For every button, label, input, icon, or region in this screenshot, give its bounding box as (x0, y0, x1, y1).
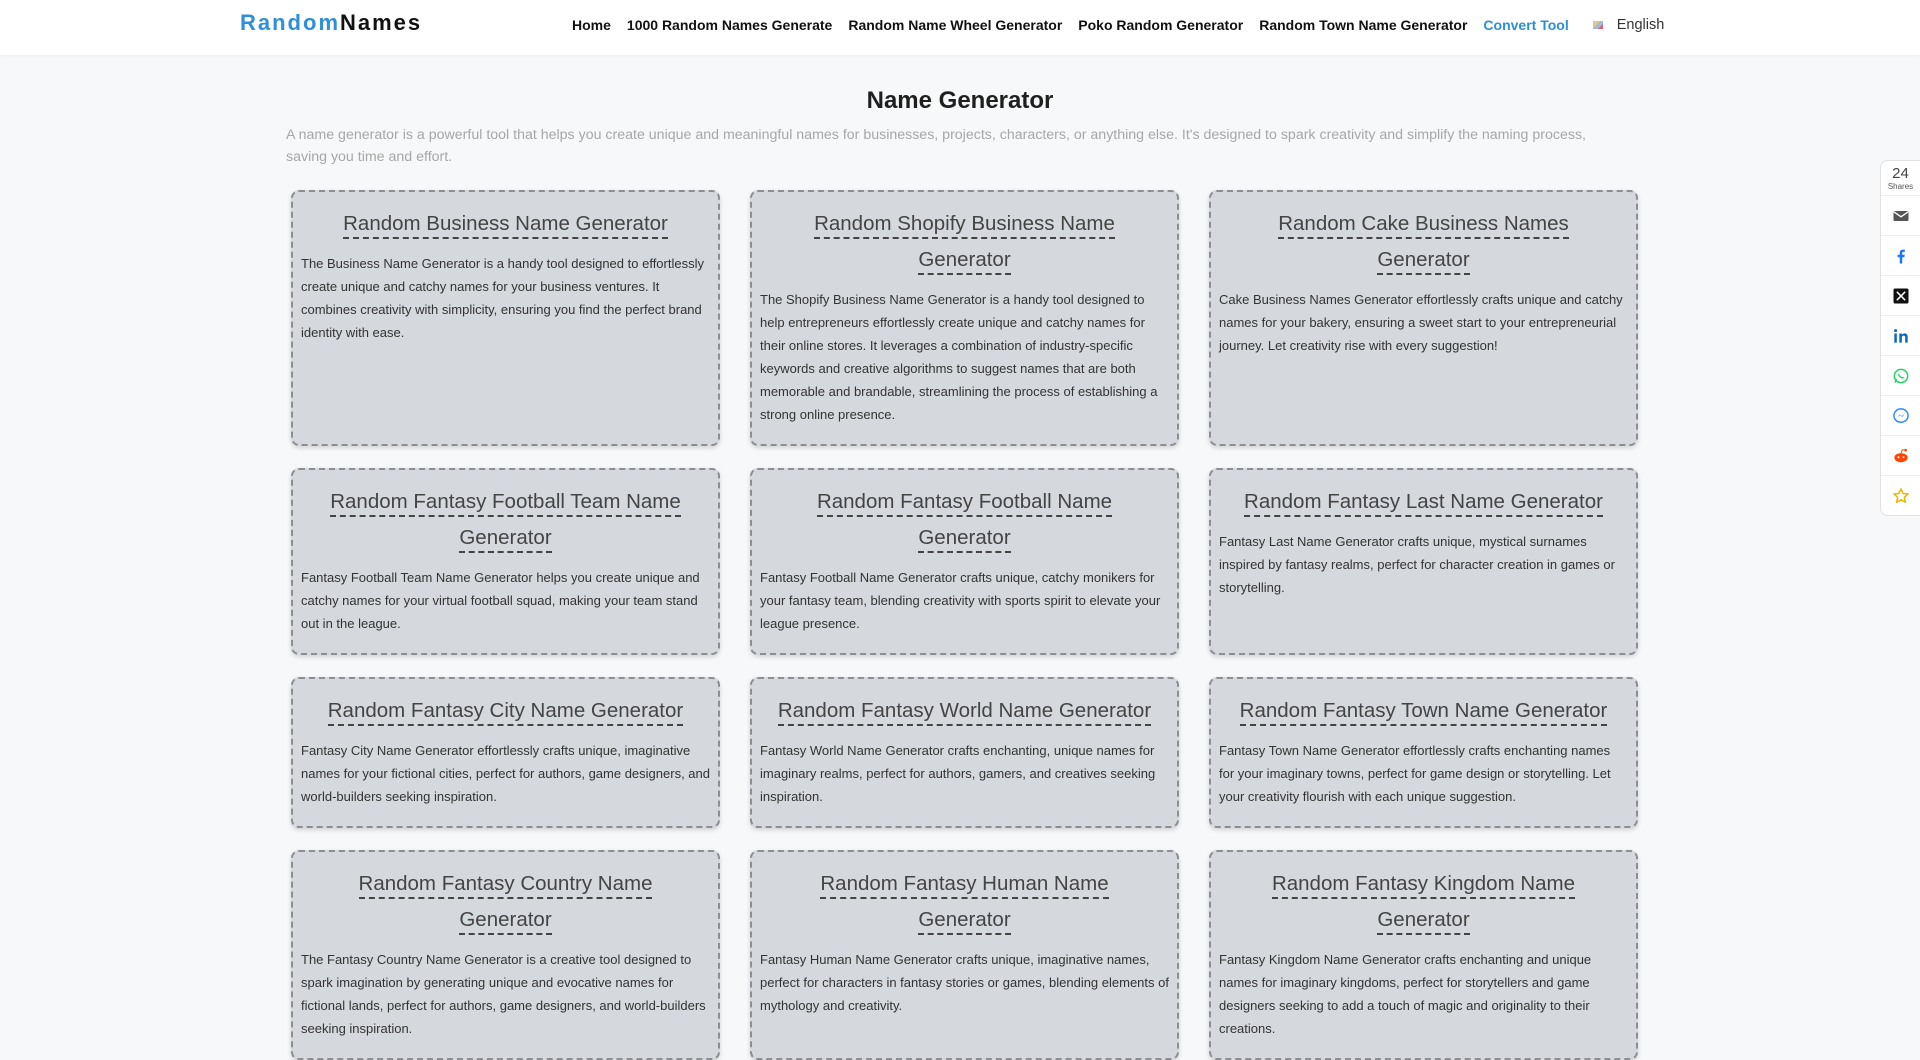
messenger-icon (1891, 406, 1911, 426)
share-email-button[interactable] (1881, 195, 1920, 235)
card-description: Fantasy Human Name Generator crafts unique, imaginative names, perfect for characters in fantasy stories or games, blending elements of mythology and creativity. (760, 952, 1169, 1013)
card-title-link[interactable]: Random Fantasy Last Name Generator (1244, 490, 1603, 517)
card-title-link[interactable]: Random Fantasy Human Name Generator (820, 872, 1108, 935)
generator-card[interactable] (750, 850, 1179, 1060)
share-reddit-button[interactable] (1881, 435, 1920, 475)
linkedin-icon (1891, 326, 1911, 346)
nav-poko-random[interactable]: Poko Random Generator (1078, 17, 1244, 33)
card-title-link[interactable]: Random Fantasy World Name Generator (778, 699, 1151, 726)
logo-text-names: Names (340, 10, 423, 35)
card-description: The Fantasy Country Name Generator is a creative tool designed to spark imagination by generating unique and evocative names for fictional lands, perfect for authors, game designers, and world-builders seeking inspiration. (301, 952, 706, 1036)
main-nav (572, 17, 1664, 33)
card-description: Fantasy Last Name Generator crafts unique, mystical surnames inspired by fantasy realms, perfect for character creation in games or storytelling. (1219, 534, 1615, 595)
card-title-link[interactable]: Random Fantasy Country Name Generator (359, 872, 653, 935)
share-sidebar (1880, 160, 1920, 516)
card-description: Fantasy World Name Generator crafts enchanting, unique names for imaginary realms, perfect for authors, gamers, and creatives seeking inspiration. (760, 743, 1156, 804)
card-title-link[interactable]: Random Shopify Business Name Generator (814, 212, 1115, 275)
generator-card[interactable] (750, 190, 1179, 446)
nav-random-town-name[interactable]: Random Town Name Generator (1259, 17, 1468, 33)
nav-1000-random-names[interactable]: 1000 Random Names Generate (626, 17, 833, 33)
nav-random-name-wheel[interactable]: Random Name Wheel Generator (848, 17, 1063, 33)
generator-card[interactable] (1209, 677, 1638, 828)
nav-convert-tool[interactable]: Convert Tool (1483, 17, 1569, 33)
language-selector[interactable] (1593, 17, 1665, 33)
site-header (0, 0, 1920, 55)
share-messenger-button[interactable] (1881, 395, 1920, 435)
card-description: Fantasy Town Name Generator effortlessly crafts enchanting names for your imaginary towns, perfect for game design or storytelling. Let your creativity flourish with each unique suggestion. (1219, 743, 1611, 804)
reddit-icon (1891, 446, 1911, 466)
share-facebook-button[interactable] (1881, 235, 1920, 275)
email-icon (1891, 206, 1911, 226)
generator-card[interactable] (750, 468, 1179, 655)
share-count (1881, 161, 1920, 195)
card-title-link[interactable]: Random Fantasy Town Name Generator (1240, 699, 1608, 726)
card-title-link[interactable]: Random Fantasy Football Name Generator (817, 490, 1112, 553)
generator-card[interactable] (291, 190, 720, 446)
share-whatsapp-button[interactable] (1881, 355, 1920, 395)
x-icon (1891, 286, 1911, 306)
card-title-link[interactable]: Random Fantasy Kingdom Name Generator (1272, 872, 1575, 935)
generator-card[interactable] (750, 677, 1179, 828)
generator-card[interactable] (291, 468, 720, 655)
share-x-button[interactable] (1881, 275, 1920, 315)
language-label: English (1616, 17, 1665, 33)
whatsapp-icon (1891, 366, 1911, 386)
generator-card[interactable] (1209, 850, 1638, 1060)
share-favorite-button[interactable] (1881, 475, 1920, 515)
card-description: The Business Name Generator is a handy tool designed to effortlessly create unique and catchy names for your business ventures. It combines creativity with simplicity, ensuring you find the perfect brand identity with ease. (301, 256, 704, 340)
card-title-link[interactable]: Random Business Name Generator (343, 212, 668, 239)
generator-card[interactable] (1209, 190, 1638, 446)
card-description: Fantasy Kingdom Name Generator crafts enchanting and unique names for imaginary kingdoms, perfect for storytellers and game designers seeking to add a touch of magic and originality to their creations. (1219, 952, 1592, 1036)
card-title-link[interactable]: Random Fantasy Football Team Name Generator (330, 490, 681, 553)
card-description: Fantasy Football Team Name Generator helps you create unique and catchy names for your virtual football squad, making your team stand out in the league. (301, 570, 700, 631)
card-title-link[interactable]: Random Fantasy City Name Generator (328, 699, 683, 726)
share-count-label: Shares (1887, 182, 1914, 191)
generator-card-grid (291, 190, 1639, 1060)
page-title: Name Generator (866, 87, 1054, 114)
flag-icon (1593, 21, 1603, 29)
share-linkedin-button[interactable] (1881, 315, 1920, 355)
card-title-link[interactable]: Random Cake Business Names Generator (1278, 212, 1569, 275)
card-description: The Shopify Business Name Generator is a handy tool designed to help entrepreneurs effortlessly create unique and catchy names for their online stores. It leverages a combination of industry-specific keywords and creative algorithms to suggest names that are both memorable and brandable, streamlining the process of establishing a strong online presence. (760, 292, 1158, 422)
generator-card[interactable] (1209, 468, 1638, 655)
page-intro: A name generator is a powerful tool that helps you create unique and meaningful names for businesses, projects, characters, or anything else. It's designed to spark creativity and simplify the naming process, saving you time and effort. (286, 127, 1586, 165)
favorite-icon (1891, 486, 1911, 506)
nav-home[interactable]: Home (572, 17, 611, 33)
card-description: Fantasy Football Name Generator crafts unique, catchy monikers for your fantasy team, blending creativity with sports spirit to elevate your league presence. (760, 570, 1161, 631)
card-description: Cake Business Names Generator effortlessly crafts unique and catchy names for your bakery, ensuring a sweet start to your entrepreneurial journey. Let creativity rise with every suggestion! (1219, 292, 1623, 353)
share-count-number: 24 (1892, 165, 1909, 182)
generator-card[interactable] (291, 677, 720, 828)
site-logo[interactable] (240, 10, 422, 36)
logo-text-random: Random (240, 10, 340, 35)
facebook-icon (1891, 246, 1911, 266)
card-description: Fantasy City Name Generator effortlessly crafts unique, imaginative names for your fictional cities, perfect for authors, game designers, and world-builders seeking inspiration. (301, 743, 710, 804)
generator-card[interactable] (291, 850, 720, 1060)
